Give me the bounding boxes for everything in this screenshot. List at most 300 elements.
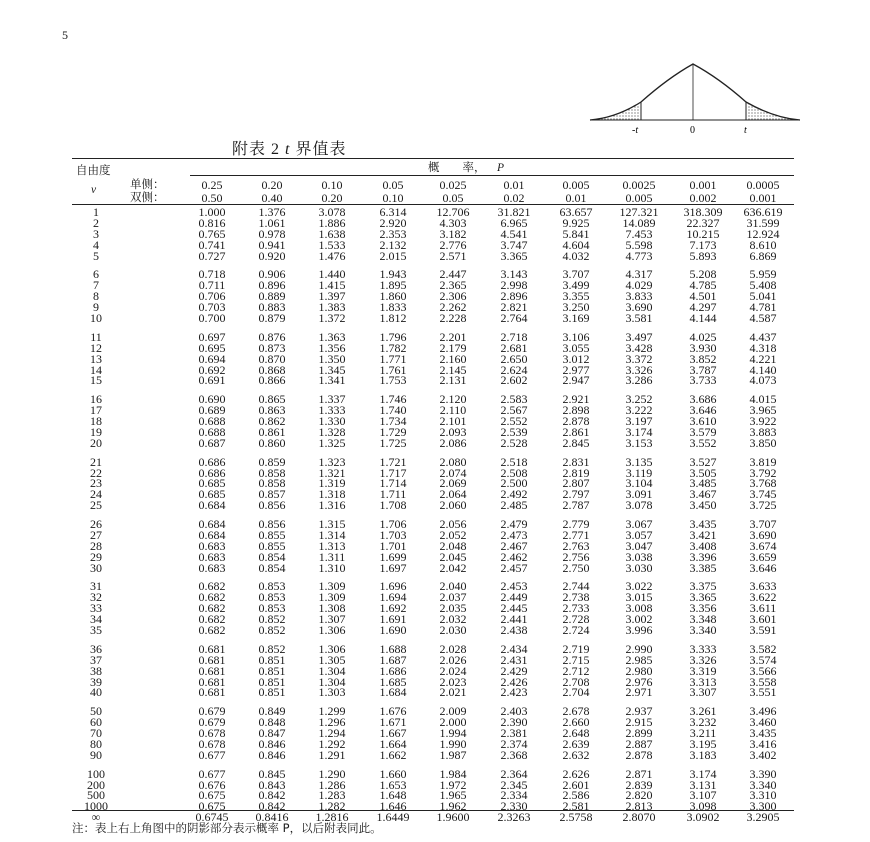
- t-critical-value: 1.886: [318, 215, 346, 230]
- t-critical-value: 3.067: [625, 517, 653, 531]
- t-critical-value: 3.326: [625, 362, 653, 377]
- t-critical-value: 3.174: [689, 766, 717, 781]
- t-critical-value: 2.602: [500, 373, 528, 388]
- t-critical-value: 1.706: [379, 517, 407, 531]
- t-critical-value: 0.682: [198, 590, 226, 605]
- t-critical-value: 2.797: [562, 487, 590, 502]
- two-sided-value: 0.02: [503, 191, 525, 205]
- t-critical-value: 3.733: [689, 373, 717, 388]
- t-critical-value: 1.962: [439, 799, 467, 814]
- t-critical-value: 0.679: [198, 715, 226, 730]
- t-critical-value: 0.676: [198, 777, 226, 792]
- t-critical-value: 1.782: [379, 340, 407, 355]
- t-critical-value: 3.707: [562, 267, 590, 282]
- t-critical-value: 2.131: [439, 373, 467, 388]
- t-critical-value: 1.307: [318, 612, 346, 627]
- t-critical-value: 2.947: [562, 373, 590, 388]
- t-critical-value: 2.807: [562, 476, 590, 491]
- t-critical-value: 0.883: [258, 300, 286, 315]
- t-critical-value: 3.091: [625, 487, 653, 502]
- t-critical-value: 0.816: [198, 215, 226, 230]
- t-critical-value: 0.845: [258, 766, 286, 781]
- t-critical-value: 2.763: [562, 538, 590, 553]
- t-critical-value: 2.364: [500, 766, 528, 781]
- right-tail-shade: [746, 102, 800, 120]
- t-critical-value: 2.915: [625, 715, 653, 730]
- t-critical-value: 0.847: [258, 726, 286, 740]
- t-critical-value: 1.685: [379, 674, 407, 689]
- t-critical-value: 0.857: [258, 487, 286, 502]
- t-critical-value: 1.697: [379, 560, 407, 575]
- t-critical-value: 1.303: [318, 685, 346, 700]
- t-critical-value: 1.860: [379, 289, 407, 304]
- t-critical-value: 0.685: [198, 476, 226, 491]
- df-value: 36: [90, 641, 102, 656]
- t-critical-value: 0.920: [258, 248, 286, 263]
- t-critical-value: 1.533: [318, 237, 346, 252]
- bottom-rule: [72, 810, 794, 811]
- t-critical-value: 0.689: [198, 403, 226, 418]
- t-critical-value: 1.667: [379, 726, 407, 740]
- df-value: 17: [90, 403, 102, 418]
- t-critical-value: 3.375: [689, 579, 717, 594]
- t-critical-value: 0.849: [258, 704, 286, 719]
- t-critical-value: 2.998: [500, 278, 528, 293]
- df-value: 14: [90, 362, 102, 377]
- t-critical-value: 0.765: [198, 226, 226, 241]
- df-value: 1000: [84, 799, 108, 814]
- t-critical-value: 0.711: [198, 278, 226, 293]
- pos-t-label: t: [744, 125, 747, 136]
- t-critical-value: 1.294: [318, 726, 346, 740]
- t-critical-value: 3.582: [749, 641, 777, 656]
- t-critical-value: 3.104: [625, 476, 653, 491]
- t-critical-value: 1.309: [318, 579, 346, 594]
- t-critical-value: 2.813: [625, 799, 653, 814]
- t-critical-value: 2.023: [439, 674, 467, 689]
- t-critical-value: 4.501: [689, 289, 717, 304]
- t-critical-value: 2.262: [439, 300, 467, 315]
- t-critical-value: 0.855: [258, 538, 286, 553]
- df-value: 40: [90, 685, 102, 700]
- t-critical-value: 1.299: [318, 704, 346, 719]
- t-critical-value: 0.692: [198, 362, 226, 377]
- df-value: 90: [90, 747, 102, 762]
- t-critical-value: 3.211: [689, 726, 717, 740]
- t-critical-value: 2.374: [500, 736, 528, 751]
- t-critical-value: 3.467: [689, 487, 717, 502]
- t-critical-value: 1.703: [379, 527, 407, 542]
- t-critical-value: 2.334: [500, 788, 528, 803]
- df-value: 500: [87, 788, 105, 803]
- t-critical-value: 0.873: [258, 340, 286, 355]
- t-critical-value: 0.678: [198, 726, 226, 740]
- t-critical-value: 3.499: [562, 278, 590, 293]
- t-critical-value: 0.865: [258, 392, 286, 407]
- df-value: 26: [90, 517, 102, 531]
- t-critical-value: 4.029: [625, 278, 653, 293]
- df-value: 80: [90, 736, 102, 751]
- t-critical-value: 2.485: [500, 498, 528, 513]
- t-critical-value: 2.820: [625, 788, 653, 803]
- t-critical-value: 3.106: [562, 329, 590, 344]
- t-critical-value: 0.846: [258, 747, 286, 762]
- t-critical-value: 1.812: [379, 311, 407, 325]
- t-critical-value: 0.851: [258, 652, 286, 667]
- t-critical-value: 127.321: [619, 205, 659, 219]
- t-critical-value: 2.060: [439, 498, 467, 513]
- t-critical-value: 2.110: [439, 403, 467, 418]
- t-critical-value: 1.304: [318, 674, 346, 689]
- t-critical-value: 0.688: [198, 414, 226, 428]
- t-critical-value: 0.855: [258, 527, 286, 542]
- one-sided-label: 单侧：: [130, 179, 165, 191]
- t-critical-value: 1.725: [379, 435, 407, 450]
- df-value: 30: [90, 560, 102, 575]
- t-critical-value: 2.738: [562, 590, 590, 605]
- t-critical-value: 1.965: [439, 788, 467, 803]
- t-critical-value: 4.025: [689, 329, 717, 344]
- t-critical-value: 4.541: [500, 226, 528, 241]
- t-critical-value: 1.337: [318, 392, 346, 407]
- t-critical-value: 1.318: [318, 487, 346, 502]
- t-critical-value: 0.681: [198, 641, 226, 656]
- t-critical-value: 2.479: [500, 517, 528, 531]
- t-critical-value: 0.876: [258, 329, 286, 344]
- one-sided-value: 0.01: [503, 178, 525, 192]
- t-critical-value: 2.756: [562, 549, 590, 564]
- t-critical-value: 0.700: [198, 311, 226, 325]
- t-critical-value: 0.889: [258, 289, 286, 304]
- t-critical-value: 2.080: [439, 454, 467, 469]
- t-critical-value: 2.048: [439, 538, 467, 553]
- t-critical-value: 2.052: [439, 527, 467, 542]
- t-critical-value: 2.552: [500, 414, 528, 428]
- t-critical-value: 2.365: [439, 278, 467, 293]
- t-critical-value: 3.852: [689, 351, 717, 366]
- t-critical-value: 3.261: [689, 704, 717, 719]
- two-sided-value: 0.10: [382, 191, 404, 205]
- t-critical-value: 0.706: [198, 289, 226, 304]
- t-critical-value: 2.985: [625, 652, 653, 667]
- df-value: 200: [87, 777, 105, 792]
- t-critical-value: 5.893: [689, 248, 717, 263]
- t-critical-value: 3.460: [749, 715, 777, 730]
- t-critical-value: 1.699: [379, 549, 407, 564]
- t-critical-value: 3.768: [749, 476, 777, 491]
- t-critical-value: 3.527: [689, 454, 717, 469]
- t-critical-value: 3.355: [562, 289, 590, 304]
- t-critical-value: 1.333: [318, 403, 346, 418]
- t-critical-value: 3.883: [749, 424, 777, 439]
- t-critical-value: 1.694: [379, 590, 407, 605]
- two-sided-label: 双侧：: [130, 192, 165, 204]
- one-sided-value: 0.20: [261, 178, 283, 192]
- t-critical-value: 0.681: [198, 674, 226, 689]
- t-critical-value: 4.221: [749, 351, 777, 366]
- t-critical-value: 3.610: [689, 414, 717, 428]
- t-critical-value: 3.646: [749, 560, 777, 575]
- t-critical-value: 1.692: [379, 601, 407, 616]
- t-critical-value: 4.073: [749, 373, 777, 388]
- t-critical-value: 3.365: [500, 248, 528, 263]
- t-critical-value: 0.691: [198, 373, 226, 388]
- t-critical-value: 1.740: [379, 403, 407, 418]
- t-critical-value: 2.871: [625, 766, 653, 781]
- t-critical-value: 3.725: [749, 498, 777, 513]
- t-critical-value: 2.712: [562, 663, 590, 678]
- t-critical-value: 2.086: [439, 435, 467, 450]
- prob-rule: [190, 175, 794, 176]
- t-critical-value: 0.678: [198, 736, 226, 751]
- t-critical-value: 5.598: [625, 237, 653, 252]
- t-critical-value: 1.341: [318, 373, 346, 388]
- t-critical-value: 3.930: [689, 340, 717, 355]
- df-value: 50: [90, 704, 102, 719]
- t-critical-value: 0.941: [258, 237, 286, 252]
- t-critical-value: 3.057: [625, 527, 653, 542]
- t-critical-value: 0.906: [258, 267, 286, 282]
- t-critical-value: 2.467: [500, 538, 528, 553]
- t-critical-value: 1.687: [379, 652, 407, 667]
- one-sided-value: 0.05: [382, 178, 404, 192]
- t-critical-value: 1.476: [318, 248, 346, 263]
- t-critical-value: 2.026: [439, 652, 467, 667]
- t-critical-value: 1.696: [379, 579, 407, 594]
- t-critical-value: 0.852: [258, 612, 286, 627]
- t-critical-value: 1.734: [379, 414, 407, 428]
- t-critical-value: 3.055: [562, 340, 590, 355]
- t-critical-value: 3.421: [689, 527, 717, 542]
- prob-label: 概 率，: [428, 162, 486, 174]
- t-critical-value: 2.878: [562, 414, 590, 428]
- t-critical-value: 2.445: [500, 601, 528, 616]
- df-value: 31: [90, 579, 102, 594]
- t-critical-value: 2.898: [562, 403, 590, 418]
- t-critical-value: 0.861: [258, 424, 286, 439]
- t-critical-value: 0.851: [258, 663, 286, 678]
- t-critical-value: 0.677: [198, 747, 226, 762]
- t-critical-value: 3.646: [689, 403, 717, 418]
- t-critical-value: 2.145: [439, 362, 467, 377]
- t-critical-value: 5.208: [689, 267, 717, 282]
- df-value: 10: [90, 311, 102, 325]
- t-critical-value: 3.551: [749, 685, 777, 700]
- df-value: 29: [90, 549, 102, 564]
- t-critical-value: 3.707: [749, 517, 777, 531]
- t-critical-value: 1.321: [318, 465, 346, 480]
- t-critical-value: 2.899: [625, 726, 653, 740]
- t-critical-value: 4.317: [625, 267, 653, 282]
- t-critical-value: 1.771: [379, 351, 407, 366]
- t-critical-value: 1.319: [318, 476, 346, 491]
- t-critical-value: 3.686: [689, 392, 717, 407]
- t-critical-value: 2.821: [500, 300, 528, 315]
- t-critical-value: 3.385: [689, 560, 717, 575]
- t-critical-value: 2.990: [625, 641, 653, 656]
- t-critical-value: 2.971: [625, 685, 653, 700]
- t-critical-value: 0.852: [258, 623, 286, 637]
- t-critical-value: 31.599: [746, 215, 780, 230]
- t-critical-value: 3.002: [625, 612, 653, 627]
- t-critical-value: 1.753: [379, 373, 407, 388]
- t-critical-value: 2.750: [562, 560, 590, 575]
- t-critical-value: 1.6449: [376, 810, 410, 825]
- t-critical-value: 2.681: [500, 340, 528, 355]
- t-critical-value: 0.848: [258, 715, 286, 730]
- t-critical-value: 1.310: [318, 560, 346, 575]
- two-sided-value: 0.20: [321, 191, 343, 205]
- df-value: 12: [90, 340, 102, 355]
- t-critical-value: 2.160: [439, 351, 467, 366]
- t-critical-value: 2.028: [439, 641, 467, 656]
- t-critical-value: 2.045: [439, 549, 467, 564]
- one-sided-value: 0.0005: [746, 178, 780, 192]
- t-critical-value: 1.000: [198, 205, 226, 219]
- t-critical-value: 1.895: [379, 278, 407, 293]
- t-critical-value: 2.586: [562, 788, 590, 803]
- t-critical-value: 5.841: [562, 226, 590, 241]
- t-critical-value: 22.327: [686, 215, 720, 230]
- t-critical-value: 2.037: [439, 590, 467, 605]
- t-critical-value: 3.566: [749, 663, 777, 678]
- t-critical-value: 10.215: [686, 226, 720, 241]
- t-critical-value: 1.283: [318, 788, 346, 803]
- t-critical-value: 1.306: [318, 623, 346, 637]
- t-critical-value: 2.064: [439, 487, 467, 502]
- t-critical-value: 2.438: [500, 623, 528, 637]
- t-critical-value: 2.744: [562, 579, 590, 594]
- t-critical-value: 2.056: [439, 517, 467, 531]
- t-critical-value: 3.787: [689, 362, 717, 377]
- t-critical-value: 1.746: [379, 392, 407, 407]
- t-critical-value: 0.681: [198, 652, 226, 667]
- t-critical-value: 2.718: [500, 329, 528, 344]
- t-critical-value: 2.381: [500, 726, 528, 740]
- t-critical-value: 0.866: [258, 373, 286, 388]
- t-critical-value: 1.313: [318, 538, 346, 553]
- t-critical-value: 1.304: [318, 663, 346, 678]
- t-critical-value: 1.717: [379, 465, 407, 480]
- t-critical-value: 0.854: [258, 549, 286, 564]
- t-critical-value: 0.682: [198, 623, 226, 637]
- t-critical-value: 2.976: [625, 674, 653, 689]
- t-critical-value: 2.453: [500, 579, 528, 594]
- t-critical-value: 2.839: [625, 777, 653, 792]
- t-critical-value: 0.896: [258, 278, 286, 293]
- df-value: 5: [93, 248, 99, 263]
- t-critical-value: 3.365: [689, 590, 717, 605]
- t-critical-value: 2.728: [562, 612, 590, 627]
- t-critical-value: 6.314: [379, 205, 407, 219]
- t-critical-value: 1.761: [379, 362, 407, 377]
- t-critical-value: 3.745: [749, 487, 777, 502]
- neg-t-label: -t: [632, 125, 639, 136]
- t-critical-value: 2.776: [439, 237, 467, 252]
- t-critical-value: 0.853: [258, 590, 286, 605]
- t-critical-value: 3.408: [689, 538, 717, 553]
- t-critical-value: 3.310: [749, 788, 777, 803]
- two-sided-value: 0.50: [201, 191, 223, 205]
- prob-symbol: P: [497, 162, 505, 174]
- t-critical-value: 0.852: [258, 641, 286, 656]
- t-critical-value: 1.306: [318, 641, 346, 656]
- t-critical-value: 2.715: [562, 652, 590, 667]
- t-critical-value: 0.683: [198, 560, 226, 575]
- t-critical-value: 2.179: [439, 340, 467, 355]
- t-critical-value: 3.435: [689, 517, 717, 531]
- t-critical-value: 2.980: [625, 663, 653, 678]
- t-critical-value: 0.682: [198, 612, 226, 627]
- t-critical-value: 318.309: [683, 205, 723, 219]
- t-critical-value: 3.174: [625, 424, 653, 439]
- t-critical-value: 3.119: [625, 465, 653, 480]
- t-critical-value: 12.706: [436, 205, 470, 219]
- t-critical-value: 2.583: [500, 392, 528, 407]
- t-critical-value: 1.309: [318, 590, 346, 605]
- t-critical-value: 1.308: [318, 601, 346, 616]
- one-sided-value: 0.001: [689, 178, 717, 192]
- t-critical-value: 2.626: [562, 766, 590, 781]
- t-critical-value: 3.435: [749, 726, 777, 740]
- t-critical-value: 3.611: [749, 601, 777, 616]
- t-critical-value: 0.862: [258, 414, 286, 428]
- t-critical-value: 2.101: [439, 414, 467, 428]
- t-critical-value: 3.965: [749, 403, 777, 418]
- t-critical-value: 0.686: [198, 454, 226, 469]
- t-critical-value: 1.311: [318, 549, 346, 564]
- t-critical-value: 2.660: [562, 715, 590, 730]
- t-critical-value: 2.648: [562, 726, 590, 740]
- t-critical-value: 3.183: [689, 747, 717, 762]
- t-critical-value: 3.319: [689, 663, 717, 678]
- t-critical-value: 14.089: [622, 215, 656, 230]
- t-critical-value: 0.675: [198, 799, 226, 814]
- t-critical-value: 0.685: [198, 487, 226, 502]
- t-critical-value: 4.318: [749, 340, 777, 355]
- t-critical-value: 1.701: [379, 538, 407, 553]
- t-critical-value: 0.682: [198, 579, 226, 594]
- t-critical-value: 3.674: [749, 538, 777, 553]
- t-critical-value: 0.863: [258, 403, 286, 418]
- t-critical-value: 3.390: [749, 766, 777, 781]
- t-critical-value: 2.040: [439, 579, 467, 594]
- left-tail-shade: [590, 102, 641, 120]
- t-critical-value: 0.718: [198, 267, 226, 282]
- t-critical-value: 1.972: [439, 777, 467, 792]
- t-critical-value: 4.144: [689, 311, 717, 325]
- t-critical-value: 3.182: [439, 226, 467, 241]
- t-critical-value: 1.943: [379, 267, 407, 282]
- t-critical-value: 4.015: [749, 392, 777, 407]
- t-critical-value: 3.250: [562, 300, 590, 315]
- t-critical-value: 2.423: [500, 685, 528, 700]
- t-critical-value: 3.372: [625, 351, 653, 366]
- t-critical-value: 3.690: [749, 527, 777, 542]
- df-value: 4: [93, 237, 99, 252]
- t-critical-value: 1.796: [379, 329, 407, 344]
- df-value: 33: [90, 601, 102, 616]
- t-critical-value: 0.687: [198, 435, 226, 450]
- df-value: 15: [90, 373, 102, 388]
- t-critical-value: 4.773: [625, 248, 653, 263]
- t-critical-value: 0.8416: [255, 810, 289, 825]
- t-critical-value: 1.646: [379, 799, 407, 814]
- t-critical-value: 3.601: [749, 612, 777, 627]
- df-value: 13: [90, 351, 102, 366]
- t-critical-value: 5.408: [749, 278, 777, 293]
- t-critical-value: 1.671: [379, 715, 407, 730]
